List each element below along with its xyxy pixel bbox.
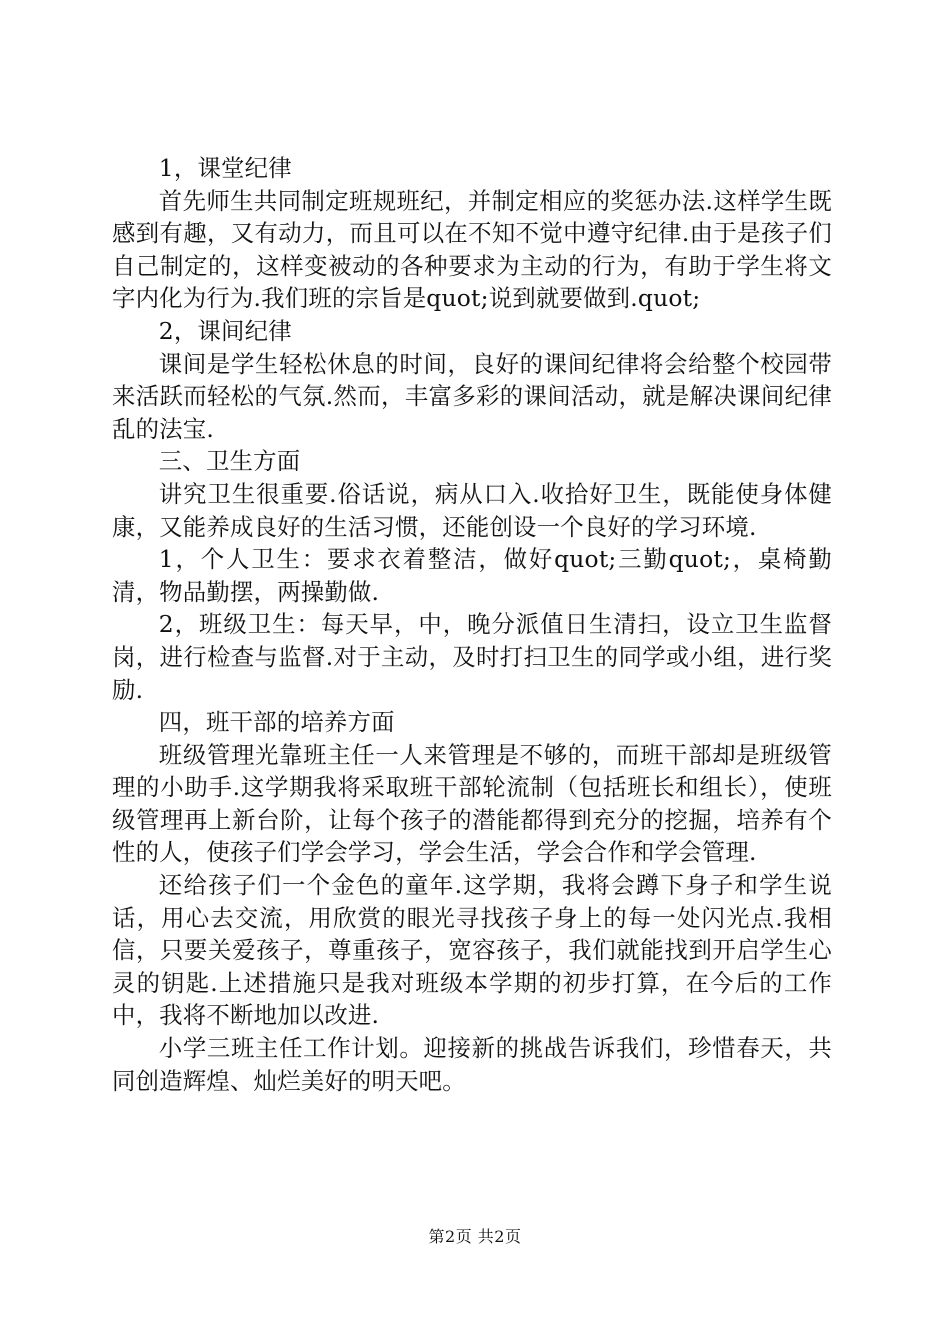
paragraph-golden-childhood: 还给孩子们一个金色的童年.这学期，我将会蹲下身子和学生说话，用心去交流，用欣赏的眼光寻找孩子身上的每一处闪光点.我相信，只要关爱孩子，尊重孩子，宽容孩子，我们就能找到开启学生心灵的钥匙.上述措施只是我对班级本学期的初步打算，在今后的工作中，我将不断地加以改进. xyxy=(112,871,832,1030)
paragraph-personal-hygiene: 1，个人卫生：要求衣着整洁，做好quot;三勤quot;，桌椅勤清，物品勤摆，两操勤做. xyxy=(112,545,832,606)
paragraph-class-hygiene: 2，班级卫生：每天早，中，晚分派值日生清扫，设立卫生监督岗，进行检查与监督.对于主动，及时打扫卫生的同学或小组，进行奖励. xyxy=(112,610,832,704)
paragraph-break-discipline: 课间是学生轻松休息的时间，良好的课间纪律将会给整个校园带来活跃而轻松的气氛.然而，丰富多彩的课间活动，就是解决课间纪律乱的法宝. xyxy=(112,349,832,443)
heading-break-discipline: 2，课间纪律 xyxy=(158,316,292,345)
heading-hygiene: 三、卫生方面 xyxy=(158,447,301,476)
paragraph-class-cadres: 班级管理光靠班主任一人来管理是不够的，而班干部却是班级管理的小助手.这学期我将采取班干部轮流制（包括班长和组长），使班级管理再上新台阶，让每个孩子的潜能都得到充分的挖掘，培养有个性的人，使孩子们学会学习，学会生活，学会合作和学会管理. xyxy=(112,740,832,867)
page-number-footer: 第2页 共2页 xyxy=(428,1227,522,1246)
heading-class-cadres: 四，班干部的培养方面 xyxy=(158,708,395,737)
paragraph-conclusion: 小学三班主任工作计划。迎接新的挑战告诉我们，珍惜春天，共同创造辉煌、灿烂美好的明天吧。 xyxy=(112,1034,832,1095)
paragraph-classroom-discipline: 首先师生共同制定班规班纪，并制定相应的奖惩办法.这样学生既感到有趣，又有动力，而且可以在不知不觉中遵守纪律.由于是孩子们自己制定的，这样变被动的各种要求为主动的行为，有助于学生将文字内化为行为.我们班的宗旨是quot;说到就要做到.quot; xyxy=(112,186,832,313)
paragraph-hygiene: 讲究卫生很重要.俗话说，病从口入.收拾好卫生，既能使身体健康，又能养成良好的生活习惯，还能创设一个良好的学习环境. xyxy=(112,479,832,541)
heading-classroom-discipline: 1，课堂纪律 xyxy=(158,154,292,182)
document-body xyxy=(112,152,832,1097)
